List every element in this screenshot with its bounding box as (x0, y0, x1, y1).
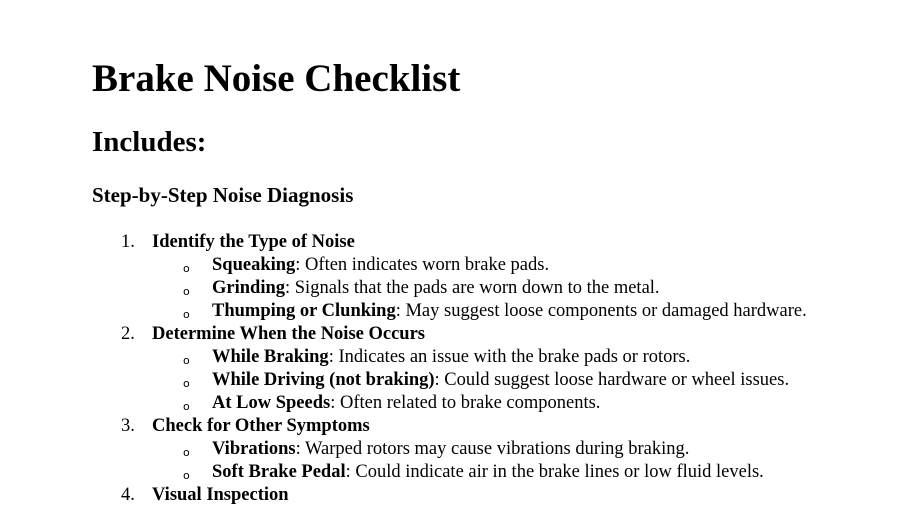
sub-item-term: Thumping or Clunking (212, 301, 396, 321)
hollow-bullet-icon: o (183, 377, 190, 390)
sub-item-description: : Could indicate air in the brake lines or low fluid levels. (345, 462, 764, 482)
sub-item (0, 254, 907, 277)
sub-item-description: : Indicates an issue with the brake pads or rotors. (328, 347, 691, 367)
step-item (0, 484, 907, 507)
step-header (0, 231, 907, 254)
step-item (0, 231, 907, 323)
sub-item-description: : Signals that the pads are worn down to the metal. (285, 278, 660, 298)
step-item (0, 415, 907, 484)
sub-item-text (212, 277, 660, 300)
sub-item-term: While Braking (212, 347, 329, 367)
sub-item-text (212, 369, 789, 392)
sub-item-text (212, 438, 689, 461)
sub-item-term: At Low Speeds (212, 393, 331, 413)
sub-item-description: : Could suggest loose hardware or wheel issues. (434, 370, 790, 390)
sub-item (0, 300, 907, 323)
step-number: 2. (121, 324, 135, 344)
sub-item-description: : May suggest loose components or damaged hardware. (395, 301, 807, 321)
sub-item-text (212, 392, 600, 415)
sub-item-text (212, 300, 807, 323)
step-number: 3. (121, 416, 135, 436)
sub-item-term: While Driving (not braking) (212, 370, 435, 390)
hollow-bullet-icon: o (183, 469, 190, 482)
hollow-bullet-icon: o (183, 400, 190, 413)
sub-item-term: Grinding (212, 278, 285, 298)
step-header (0, 484, 907, 507)
sub-item-text (212, 254, 549, 277)
step-title: Determine When the Noise Occurs (152, 324, 425, 344)
hollow-bullet-icon: o (183, 354, 190, 367)
hollow-bullet-icon: o (183, 446, 190, 459)
sub-item (0, 277, 907, 300)
subsection-heading: Step-by-Step Noise Diagnosis (92, 183, 354, 207)
sub-item (0, 461, 907, 484)
sub-item-term: Soft Brake Pedal (212, 462, 346, 482)
section-heading-includes: Includes: (92, 126, 207, 158)
sub-item (0, 346, 907, 369)
step-title: Check for Other Symptoms (152, 416, 370, 436)
step-title: Visual Inspection (152, 485, 289, 505)
step-number: 1. (121, 232, 135, 252)
step-number: 4. (121, 485, 135, 505)
step-item (0, 323, 907, 415)
sub-item-text (212, 346, 690, 369)
sub-item-term: Squeaking (212, 255, 296, 275)
sub-item (0, 438, 907, 461)
sub-item (0, 369, 907, 392)
sub-item (0, 392, 907, 415)
sub-item-description: : Often related to brake components. (330, 393, 601, 413)
document-title: Brake Noise Checklist (92, 57, 461, 100)
step-title: Identify the Type of Noise (152, 232, 355, 252)
diagnosis-steps-list (0, 231, 907, 507)
step-header (0, 323, 907, 346)
sub-item-text (212, 461, 764, 484)
hollow-bullet-icon: o (183, 285, 190, 298)
hollow-bullet-icon: o (183, 262, 190, 275)
sub-item-term: Vibrations (212, 439, 296, 459)
sub-item-description: : Often indicates worn brake pads. (295, 255, 550, 275)
step-header (0, 415, 907, 438)
sub-item-description: : Warped rotors may cause vibrations during braking. (295, 439, 690, 459)
hollow-bullet-icon: o (183, 308, 190, 321)
